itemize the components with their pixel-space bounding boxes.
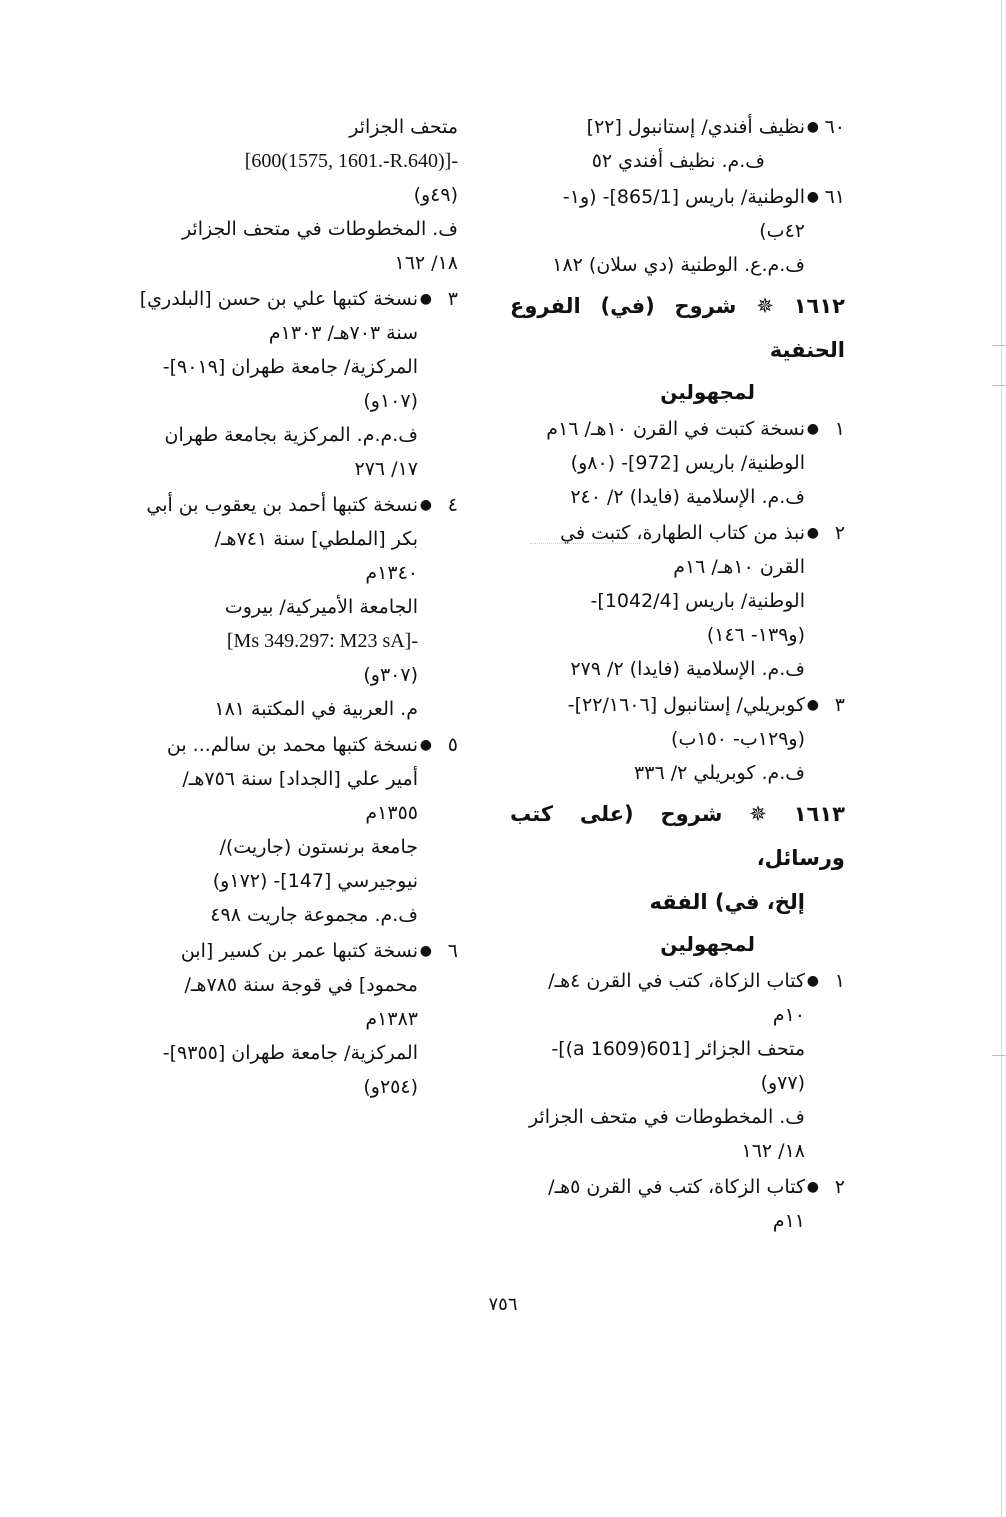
entry-line: (و١٢٩ب- ١٥٠ب) bbox=[671, 728, 805, 750]
star-icon: ✵ bbox=[749, 802, 767, 826]
bullet-icon: ● bbox=[419, 943, 432, 959]
entry-1613-1 bbox=[510, 964, 845, 1168]
bullet-icon: ● bbox=[419, 737, 432, 753]
section-heading-1613 bbox=[510, 792, 845, 924]
entry-line: نظيف أفندي/ إستانبول [٢٢] bbox=[586, 116, 805, 138]
entry-reference: ١٨/ ١٦٢ bbox=[741, 1140, 805, 1162]
entry-reference: ف.م.ع. الوطنية (دي سلان) ١٨٢ bbox=[552, 254, 805, 276]
entry-line: [600(1575, 1601.-R.640)]- bbox=[244, 150, 458, 172]
entry-1613-2 bbox=[510, 1170, 845, 1238]
entry-line: (٤٩و) bbox=[413, 184, 458, 206]
entry-body bbox=[128, 488, 418, 726]
entry-reference: ١٧/ ٢٧٦ bbox=[354, 458, 418, 480]
subheading-anonymous: لمجهولين bbox=[660, 932, 755, 956]
entry-line: [Ms 349.297: M23 sA]- bbox=[226, 630, 418, 652]
entry-line: (٧٧و) bbox=[760, 1072, 805, 1094]
entry-line: (١٠٧و) bbox=[363, 390, 418, 412]
edge-tick bbox=[992, 345, 1006, 346]
entry-reference: ف.م. الإسلامية (فايدا) ٢/ ٢٧٩ bbox=[570, 658, 805, 680]
entry-body bbox=[128, 934, 418, 1104]
entry-line: متحف الجزائر bbox=[349, 116, 458, 138]
edge-tick bbox=[992, 385, 1006, 386]
entry-line: (٣٠٧و) bbox=[363, 664, 418, 686]
entry-line: سنة ٧٠٣هـ/ ١٣٠٣م bbox=[268, 322, 418, 344]
entry-line: كوبريلي/ إستانبول [٢٢/١٦٠٦]- bbox=[567, 694, 805, 716]
entry-body bbox=[510, 412, 805, 514]
bullet-icon: ● bbox=[419, 291, 432, 307]
entry-number: ١ bbox=[834, 970, 845, 992]
entry-line: محمود] في قوجة سنة ٧٨٥هـ/ bbox=[184, 974, 418, 996]
entry-reference: م. العربية في المكتبة ١٨١ bbox=[214, 698, 418, 720]
entry-line: الوطنية/ باريس [972]- (٨٠و) bbox=[570, 452, 805, 474]
entry-line: (و١٣٩- ١٤٦) bbox=[706, 624, 805, 646]
entry-body bbox=[510, 964, 805, 1168]
entry-body bbox=[510, 688, 805, 790]
entry-line: ١٣٨٣م bbox=[365, 1008, 418, 1030]
bullet-icon: ● bbox=[806, 119, 819, 135]
entry-reference: ف.م. نظيف أفندي ٥٢ bbox=[591, 150, 765, 172]
heading-number: ١٦١٣ bbox=[793, 802, 845, 826]
entry-line: الوطنية/ باريس [1042/4]- bbox=[590, 590, 805, 612]
entry-line: ١٠م bbox=[772, 1004, 805, 1026]
entry-line: جامعة برنستون (جاريت)/ bbox=[219, 836, 418, 858]
entry-line: نبذ من كتاب الطهارة، كتبت في bbox=[560, 522, 805, 544]
bullet-icon: ● bbox=[806, 189, 819, 205]
entry-line: الجامعة الأميركية/ بيروت bbox=[224, 596, 418, 618]
page-number: ٧٥٦ bbox=[488, 1294, 518, 1315]
entry-1612-2 bbox=[510, 516, 845, 686]
star-icon: ✵ bbox=[756, 294, 774, 318]
entry-number: ٢ bbox=[834, 522, 845, 544]
entry-line: أمير علي [الجداد] سنة ٧٥٦هـ/ bbox=[182, 768, 418, 790]
entry-body bbox=[510, 110, 805, 178]
entry-line: (٢٥٤و) bbox=[363, 1076, 418, 1098]
entry-line: الوطنية/ باريس [865/1]- (و١- bbox=[562, 186, 805, 208]
entry-number: ٢ bbox=[834, 1176, 845, 1198]
heading-text-continued: إلخ، في) الفقه bbox=[649, 890, 805, 914]
heading-number: ١٦١٢ bbox=[793, 294, 846, 318]
entry-reference: ف. المخطوطات في متحف الجزائر bbox=[528, 1106, 805, 1128]
section-heading-1612 bbox=[510, 284, 845, 372]
entry-line: ١٣٤٠م bbox=[365, 562, 418, 584]
entry-5 bbox=[128, 728, 458, 932]
entry-number: ٤ bbox=[447, 494, 458, 516]
entry-1612-1 bbox=[510, 412, 845, 514]
entry-continuation bbox=[128, 110, 458, 280]
page-edge bbox=[1001, 0, 1002, 1517]
entry-line: كتاب الزكاة، كتب في القرن ٥هـ/ bbox=[548, 1176, 805, 1198]
heading-text: شروح (على كتب ورسائل، bbox=[510, 802, 845, 870]
bullet-icon: ● bbox=[806, 525, 819, 541]
entry-line: نسخة كتبها محمد بن سالم... بن bbox=[166, 734, 418, 756]
entry-body bbox=[128, 110, 458, 280]
right-column bbox=[510, 110, 845, 1240]
subheading-anonymous: لمجهولين bbox=[660, 380, 755, 404]
entry-1612-3 bbox=[510, 688, 845, 790]
entry-line: ٤٢ب) bbox=[759, 220, 805, 242]
entry-line: بكر [الملطي] سنة ٧٤١هـ/ bbox=[214, 528, 418, 550]
bullet-icon: ● bbox=[806, 697, 819, 713]
entry-3 bbox=[128, 282, 458, 486]
entry-line: ١١م bbox=[772, 1210, 805, 1232]
entry-line: نسخة كتبها علي بن حسن [البلدري] bbox=[139, 288, 418, 310]
entry-line: القرن ١٠هـ/ ١٦م bbox=[673, 556, 805, 578]
entry-body bbox=[510, 180, 805, 282]
entry-body bbox=[510, 1170, 805, 1238]
entry-number: ٣ bbox=[834, 694, 845, 716]
entry-line: نسخة كتبها عمر بن كسير [ابن bbox=[180, 940, 418, 962]
left-column bbox=[128, 110, 458, 1106]
entry-number: ٦١ bbox=[824, 186, 845, 208]
entry-line: المركزية/ جامعة طهران [٩٣٥٥]- bbox=[162, 1042, 418, 1064]
entry-reference: ف.م. الإسلامية (فايدا) ٢/ ٢٤٠ bbox=[570, 486, 805, 508]
entry-reference: ف.م. مجموعة جاريت ٤٩٨ bbox=[210, 904, 418, 926]
entry-reference: ف.م.م. المركزية بجامعة طهران bbox=[164, 424, 418, 446]
bullet-icon: ● bbox=[419, 497, 432, 513]
entry-number: ٦٠ bbox=[824, 116, 845, 138]
entry-number: ٥ bbox=[447, 734, 458, 756]
entry-4 bbox=[128, 488, 458, 726]
entry-line: ١٣٥٥م bbox=[365, 802, 418, 824]
entry-number: ٣ bbox=[447, 288, 458, 310]
bullet-icon: ● bbox=[806, 973, 819, 989]
entry-body bbox=[510, 516, 805, 686]
heading-text: شروح (في) الفروع الحنفية bbox=[510, 294, 845, 362]
bullet-icon: ● bbox=[806, 421, 819, 437]
entry-number: ٦ bbox=[447, 940, 458, 962]
entry-line: كتاب الزكاة، كتب في القرن ٤هـ/ bbox=[548, 970, 805, 992]
entry-reference: ١٨/ ١٦٢ bbox=[394, 252, 458, 274]
entry-line: نسخة كتبها أحمد بن يعقوب بن أبي bbox=[146, 494, 418, 516]
entry-number: ١ bbox=[834, 418, 845, 440]
entry-reference: ف.م. كوبريلي ٢/ ٣٣٦ bbox=[634, 762, 805, 784]
entry-body bbox=[128, 282, 418, 486]
entry-6 bbox=[128, 934, 458, 1104]
entry-line: متحف الجزائر [601(1609 a)]- bbox=[551, 1038, 805, 1060]
entry-line: المركزية/ جامعة طهران [٩٠١٩]- bbox=[162, 356, 418, 378]
edge-tick bbox=[992, 1055, 1006, 1056]
entry-61 bbox=[510, 180, 845, 282]
entry-reference: ف. المخطوطات في متحف الجزائر bbox=[181, 218, 458, 240]
bullet-icon: ● bbox=[806, 1179, 819, 1195]
entry-line: نيوجيرسي [147]- (١٧٢و) bbox=[212, 870, 418, 892]
entry-line: نسخة كتبت في القرن ١٠هـ/ ١٦م bbox=[546, 418, 805, 440]
entry-body bbox=[128, 728, 418, 932]
entry-60 bbox=[510, 110, 845, 178]
